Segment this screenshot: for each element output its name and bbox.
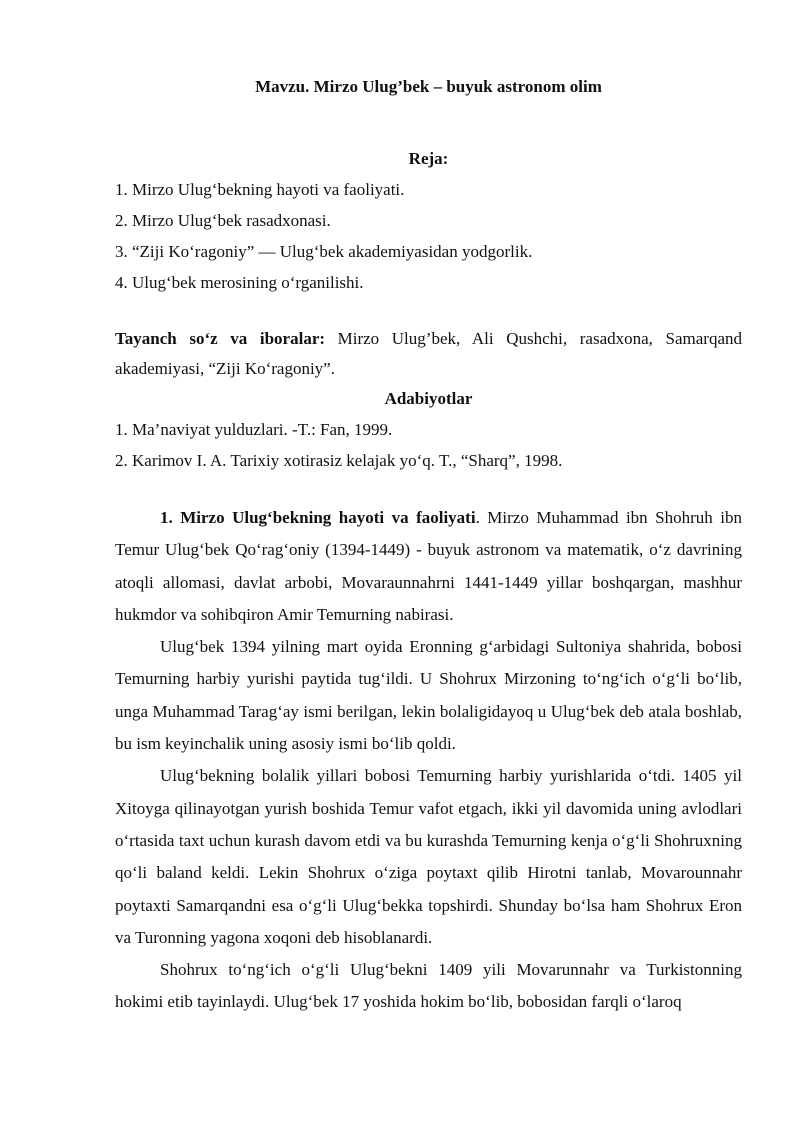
plan-list: [115, 174, 742, 298]
keywords-paragraph: [115, 324, 742, 384]
body-paragraph: Shohrux to‘ng‘ich o‘g‘li Ulug‘bekni 1409 yili Movarunnahr va Turkistonning hokimi etib tayinlaydi. Ulug‘bek 17 yoshida hokim bo‘lib, bobosidan farqli o‘laroq: [115, 960, 742, 1012]
plan-heading: Reja:: [408, 149, 449, 168]
literature-heading: Adabiyotlar: [384, 389, 473, 408]
literature-list: [115, 414, 742, 476]
plan-item: 1. Mirzo Ulug‘bekning hayoti va faoliyati.: [115, 180, 405, 199]
literature-item: 2. Karimov I. A. Tarixiy xotirasiz kelajak yo‘q. T., “Sharq”, 1998.: [115, 451, 563, 470]
plan-item: 3. “Ziji Ko‘ragoniy” — Ulug‘bek akademiyasidan yodgorlik.: [115, 242, 533, 261]
keywords-text: Mirzo Ulug’bek, Ali Qushchi, rasadxona, Samarqand akademiyasi, “Ziji Ko‘ragoniy”.: [115, 329, 742, 378]
body-paragraph: Ulug‘bek 1394 yilning mart oyida Eronning g‘arbidagi Sultoniya shahrida, bobosi Temurning harbiy yurishi paytida tug‘ildi. U Shohrux Mirzoning to‘ng‘ich o‘g‘li bo‘lib, unga Muhammad Tarag‘ay ismi berilgan, lekin bolaligidayoq u Ulug‘bek deb atala boshlab, bu ism keyinchalik uning asosiy ismi bo‘lib qoldi.: [115, 637, 742, 754]
plan-item: 4. Ulug‘bek merosining o‘rganilishi.: [115, 273, 364, 292]
section1-heading: 1. Mirzo Ulug‘bekning hayoti va faoliyati: [160, 508, 476, 527]
literature-item: 1. Ma’naviyat yulduzlari. -T.: Fan, 1999.: [115, 420, 393, 439]
section1-lead: . Mirzo Muhammad ibn Shohruh ibn Temur Ulug‘bek Qo‘rag‘oniy (1394-1449) - buyuk astronom va matematik, o‘z davrining atoqli allomasi, davlat arbobi, Movaraunnahrni 1441-1449 yillar boshqargan, mashhur hukmdor va sohibqiron Amir Temurning nabirasi.: [115, 508, 742, 624]
keywords-label: Tayanch so‘z va iboralar:: [115, 329, 326, 348]
document-page: [115, 74, 742, 1019]
document-title: Mavzu. Mirzo Ulug’bek – buyuk astronom olim: [255, 77, 602, 96]
plan-item: 2. Mirzo Ulug‘bek rasadxonasi.: [115, 211, 331, 230]
section1-intro: [115, 502, 742, 631]
body-paragraph: Ulug‘bekning bolalik yillari bobosi Temurning harbiy yurishlarida o‘tdi. 1405 yil Xitoyga qilinayotgan yurish boshida Temur vafot etgach, ikki yil davomida uning avlodlari o‘rtasida taxt uchun kurash davom etdi va bu kurashda Temurning kenja o‘g‘li Shohruxning qo‘li baland keldi. Lekin Shohrux o‘ziga poytaxt qilib Hirotni tanlab, Movarounnahr poytaxti Samarqandni esa o‘g‘li Ulug‘bekka topshirdi. Shunday bo‘lsa ham Shohrux Eron va Turonning yagona xoqoni deb hisoblanardi.: [115, 766, 742, 947]
